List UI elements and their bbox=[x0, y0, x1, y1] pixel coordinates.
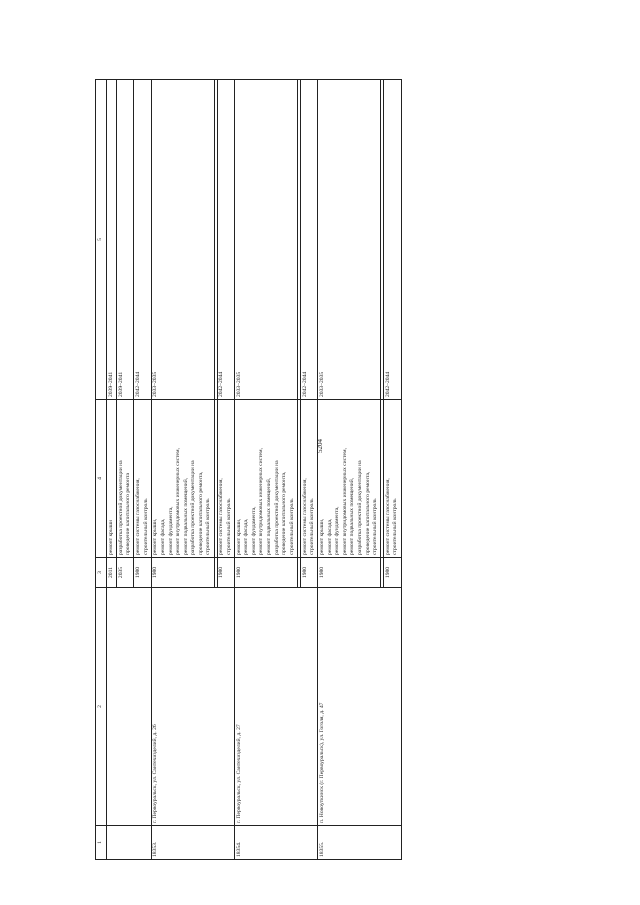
work-cell bbox=[235, 400, 298, 558]
work-line: строительный контроль bbox=[225, 498, 232, 555]
period-cell: 2039–2041 bbox=[107, 80, 117, 400]
entry-number-cell bbox=[107, 826, 152, 860]
year-cell: 1980 bbox=[384, 558, 401, 588]
work-line: разработка проектной документации на bbox=[273, 460, 280, 555]
column-number-row bbox=[96, 80, 107, 860]
year-cell: 1980 bbox=[318, 558, 381, 588]
address-cell bbox=[107, 588, 152, 826]
table-row bbox=[107, 80, 117, 860]
work-line: проведение капитального ремонта, bbox=[281, 471, 288, 555]
work-line: ремонт внутридомовых инженерных систем, bbox=[341, 448, 348, 555]
address-cell: п. Новоуткинск (г. Первоуральск), ул. Гоголя, д. 47 bbox=[318, 588, 401, 826]
column-number: 2 bbox=[96, 588, 107, 826]
column-number: 3 bbox=[96, 558, 107, 588]
work-line: строительный контроль bbox=[372, 498, 379, 555]
address-cell: г. Первоуральск, ул. Сантехизделий, д. 26 bbox=[151, 588, 234, 826]
column-number: 1 bbox=[96, 826, 107, 860]
table-row bbox=[151, 80, 214, 860]
year-cell: 2011 bbox=[107, 558, 117, 588]
work-cell bbox=[384, 400, 401, 558]
work-line: ремонт крыши, bbox=[318, 518, 325, 555]
address-cell: г. Первоуральск, ул. Сантехизделий, д. 27 bbox=[235, 588, 318, 826]
column-number: 5 bbox=[96, 80, 107, 400]
entry-number-cell: 18355. bbox=[318, 826, 401, 860]
work-line: строительный контроль bbox=[288, 498, 295, 555]
period-cell: 2042–2044 bbox=[300, 80, 317, 400]
work-cell bbox=[217, 400, 234, 558]
work-line: ремонт фасада, bbox=[326, 518, 333, 555]
work-line: ремонт фундамента, bbox=[250, 506, 257, 555]
work-line: разработка проектной документации на bbox=[117, 460, 124, 555]
work-line: ремонт системы газоснабжения, bbox=[134, 478, 141, 555]
work-line: ремонт системы газоснабжения, bbox=[218, 478, 225, 555]
work-cell bbox=[134, 400, 151, 558]
work-line: ремонт фасада, bbox=[159, 518, 166, 555]
work-line: ремонт фундамента, bbox=[167, 506, 174, 555]
work-line: ремонт подвальных помещений, bbox=[182, 477, 189, 555]
period-cell: 2042–2044 bbox=[217, 80, 234, 400]
period-cell: 2042–2044 bbox=[384, 80, 401, 400]
repair-schedule-table bbox=[95, 80, 545, 860]
year-cell: 1980 bbox=[151, 558, 214, 588]
page-number: 5204 bbox=[316, 439, 324, 453]
work-line: ремонт подвальных помещений, bbox=[349, 477, 356, 555]
year-cell: 2035 bbox=[116, 558, 133, 588]
column-number: 4 bbox=[96, 400, 107, 558]
entry-number-cell: 18354. bbox=[235, 826, 318, 860]
period-cell: 2033–2035 bbox=[235, 80, 298, 400]
year-cell: 1980 bbox=[300, 558, 317, 588]
work-line: проведение капитального ремонта bbox=[125, 473, 132, 555]
year-cell: 1980 bbox=[235, 558, 298, 588]
period-cell: 2033–2035 bbox=[318, 80, 381, 400]
period-cell: 2042–2044 bbox=[134, 80, 151, 400]
work-line: ремонт внутридомовых инженерных систем, bbox=[175, 448, 182, 555]
work-line: строительный контроль bbox=[392, 498, 399, 555]
work-line: строительный контроль bbox=[309, 498, 316, 555]
work-line: строительный контроль bbox=[142, 498, 149, 555]
work-line: ремонт крыши bbox=[107, 519, 114, 555]
work-line: ремонт фасада, bbox=[243, 518, 250, 555]
work-line: разработка проектной документации на bbox=[190, 460, 197, 555]
work-line: проведение капитального ремонта, bbox=[197, 471, 204, 555]
work-line: строительный контроль bbox=[205, 498, 212, 555]
period-cell: 2033–2035 bbox=[151, 80, 214, 400]
work-cell bbox=[318, 400, 381, 558]
year-cell: 1980 bbox=[217, 558, 234, 588]
year-cell: 1980 bbox=[134, 558, 151, 588]
work-line: ремонт внутридомовых инженерных систем, bbox=[258, 448, 265, 555]
work-line: проведение капитального ремонта, bbox=[364, 471, 371, 555]
work-line: ремонт системы газоснабжения, bbox=[384, 478, 391, 555]
work-cell bbox=[116, 400, 133, 558]
work-line: разработка проектной документации на bbox=[356, 460, 363, 555]
work-line: ремонт фундамента, bbox=[334, 506, 341, 555]
table-row bbox=[318, 80, 381, 860]
work-line: ремонт крыши, bbox=[152, 518, 159, 555]
entry-number-cell: 18353. bbox=[151, 826, 234, 860]
work-cell bbox=[300, 400, 317, 558]
work-line: ремонт подвальных помещений, bbox=[266, 477, 272, 555]
period-cell: 2039–2041 bbox=[116, 80, 133, 400]
work-cell bbox=[107, 400, 117, 558]
table-row bbox=[235, 80, 298, 860]
work-cell bbox=[151, 400, 214, 558]
work-line: ремонт системы газоснабжения, bbox=[301, 478, 308, 555]
work-line: ремонт крыши, bbox=[235, 518, 242, 555]
